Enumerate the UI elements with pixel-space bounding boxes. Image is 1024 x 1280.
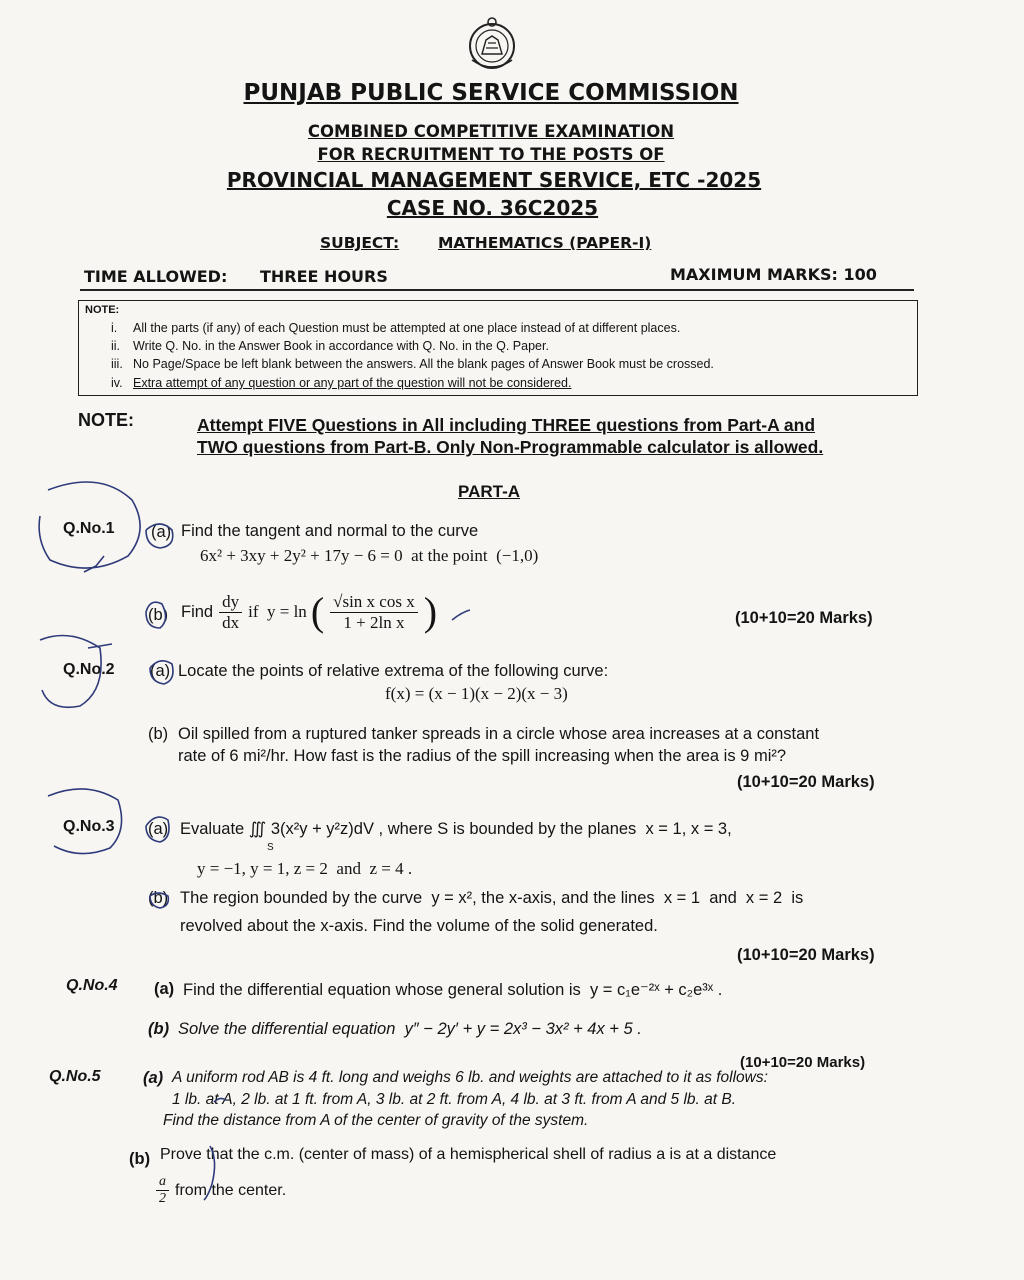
- part-marker: (a): [150, 662, 171, 680]
- part-marker: (b): [129, 1150, 151, 1168]
- marks: (10+10=20 Marks): [737, 773, 875, 791]
- question-label: Q.No.5: [49, 1068, 101, 1085]
- derivative-fraction: [219, 592, 242, 632]
- numerator: √sin x cos x: [330, 592, 418, 613]
- question-text: revolved about the x-axis. Find the volume of the solid generated.: [180, 917, 658, 935]
- question-text: rate of 6 mi²/hr. How fast is the radius of the spill increasing when the area is 9 mi²?: [178, 747, 787, 765]
- numerator: dy: [219, 592, 242, 613]
- case-number: CASE NO. 36C2025: [386, 196, 599, 220]
- note-item-text: No Page/Space be left blank between the answers. All the blank pages of Answer Book must be crossed.: [133, 357, 714, 371]
- pen-mark-icon: [84, 556, 104, 572]
- note-item: [111, 321, 680, 335]
- part-title: PART-A: [458, 482, 521, 501]
- question-text: Oil spilled from a ruptured tanker spreads in a circle whose area increases at a constant: [178, 725, 820, 743]
- part-marker: (a): [151, 523, 172, 541]
- note-item-number: i.: [111, 321, 118, 335]
- note-item-text: Extra attempt of any question or any part of the question will not be considered.: [133, 376, 572, 390]
- question-label: Q.No.3: [63, 818, 115, 835]
- note-item: [111, 357, 714, 371]
- equation: f(x) = (x − 1)(x − 2)(x − 3): [385, 684, 568, 703]
- question-text: Find the differential equation whose general solution is y = c₁e⁻²ˣ + c₂e³ˣ .: [183, 981, 723, 999]
- note-item: [111, 339, 549, 353]
- log-fraction: [330, 592, 418, 632]
- pen-mark-icon: [88, 644, 112, 648]
- note-item-text: Write Q. No. in the Answer Book in accordance with Q. No. in the Q. Paper.: [133, 339, 549, 353]
- question-label: Q.No.4: [66, 977, 118, 994]
- question-text: The region bounded by the curve y = x², the x-axis, and the lines x = 1 and x = 2 is: [180, 889, 804, 907]
- question-text: Find: [181, 602, 214, 621]
- note-item: [111, 376, 571, 390]
- integral-region-subscript: S: [267, 842, 274, 853]
- derivative-expression: Find $\frac{dy}{dx}$ if y = ln ( $\frac{\text{√sin x cos x}}{\text{1 + 2ln x}}$ ): [181, 589, 438, 635]
- question-text: 1 lb. at A, 2 lb. at 1 ft. from A, 3 lb. at 2 ft. from A, 4 lb. at 3 ft. from A and 5 lb. at B.: [172, 1091, 736, 1108]
- note-box-title: NOTE:: [85, 304, 120, 316]
- instruction-line1: Attempt FIVE Questions in All including THREE questions from Part-A and: [197, 415, 816, 435]
- denominator: 2: [159, 1191, 166, 1207]
- question-text: A uniform rod AB is 4 ft. long and weighs 6 lb. and weights are attached to it as follows:: [172, 1069, 768, 1086]
- note-item-number: iv.: [111, 376, 123, 390]
- subject-label: SUBJECT:: [320, 234, 400, 252]
- note-item-number: iii.: [111, 357, 123, 371]
- question-text: Evaluate ∭ 3(x²y + y²z)dV , where S is bounded by the planes x = 1, x = 3,: [180, 820, 732, 838]
- pen-check-icon: [452, 610, 470, 620]
- marks: (10+10=20 Marks): [735, 609, 873, 627]
- part-marker: (a): [143, 1069, 164, 1087]
- question-text: Prove that the c.m. (center of mass) of a hemispherical shell of radius a is at a distance: [160, 1146, 777, 1163]
- question-text: Find the distance from A of the center of gravity of the system.: [163, 1112, 589, 1129]
- part-marker: (b): [148, 725, 169, 743]
- part-marker: (b): [148, 1020, 170, 1038]
- distance-fraction: [156, 1174, 169, 1207]
- marks: (10+10=20 Marks): [737, 946, 875, 964]
- question-text: Solve the differential equation y″ − 2y′ + y = 2x³ − 3x² + 4x + 5 .: [178, 1020, 642, 1038]
- exam-title-line1: COMBINED COMPETITIVE EXAMINATION: [307, 122, 675, 141]
- time-allowed-label: TIME ALLOWED:: [84, 267, 228, 286]
- distance-expression: [154, 1174, 286, 1207]
- denominator: 1 + 2ln x: [343, 612, 405, 632]
- note-item-number: ii.: [111, 339, 121, 353]
- equation: y = −1, y = 1, z = 2 and z = 4 .: [197, 859, 413, 878]
- question-label: Q.No.1: [63, 520, 115, 537]
- header-rule: [80, 289, 914, 291]
- question-label: Q.No.2: [63, 661, 115, 678]
- note-item-text: All the parts (if any) of each Question must be attempted at one place instead of at different places.: [133, 321, 681, 335]
- time-allowed-value: THREE HOURS: [260, 267, 388, 286]
- exam-title-line3: PROVINCIAL MANAGEMENT SERVICE, ETC -2025: [226, 168, 762, 192]
- part-marker: (a): [154, 980, 175, 998]
- question-text: from the center.: [175, 1181, 287, 1199]
- instruction-line2: TWO questions from Part-B. Only Non-Programmable calculator is allowed.: [197, 437, 824, 457]
- part-marker: (b): [148, 889, 169, 907]
- question-text: Find the tangent and normal to the curve: [181, 522, 479, 540]
- note-box: [78, 300, 918, 396]
- numerator: a: [156, 1174, 169, 1191]
- ppsc-emblem-icon: [464, 14, 520, 72]
- equation: 6x² + 3xy + 2y² + 17y − 6 = 0 at the point (−1,0): [200, 546, 539, 565]
- question-text: Locate the points of relative extrema of the following curve:: [178, 662, 609, 680]
- commission-title: PUNJAB PUBLIC SERVICE COMMISSION: [243, 80, 739, 106]
- equation: if y = ln: [248, 602, 307, 622]
- part-marker: (a): [148, 820, 169, 838]
- denominator: dx: [222, 612, 240, 632]
- instruction-label: NOTE:: [78, 410, 134, 430]
- part-marker: (b): [148, 606, 169, 624]
- subject-value: MATHEMATICS (PAPER-I): [438, 234, 652, 252]
- max-marks: MAXIMUM MARKS: 100: [670, 265, 877, 284]
- exam-title-line2: FOR RECRUITMENT TO THE POSTS OF: [317, 145, 665, 164]
- marks: (10+10=20 Marks): [740, 1054, 866, 1071]
